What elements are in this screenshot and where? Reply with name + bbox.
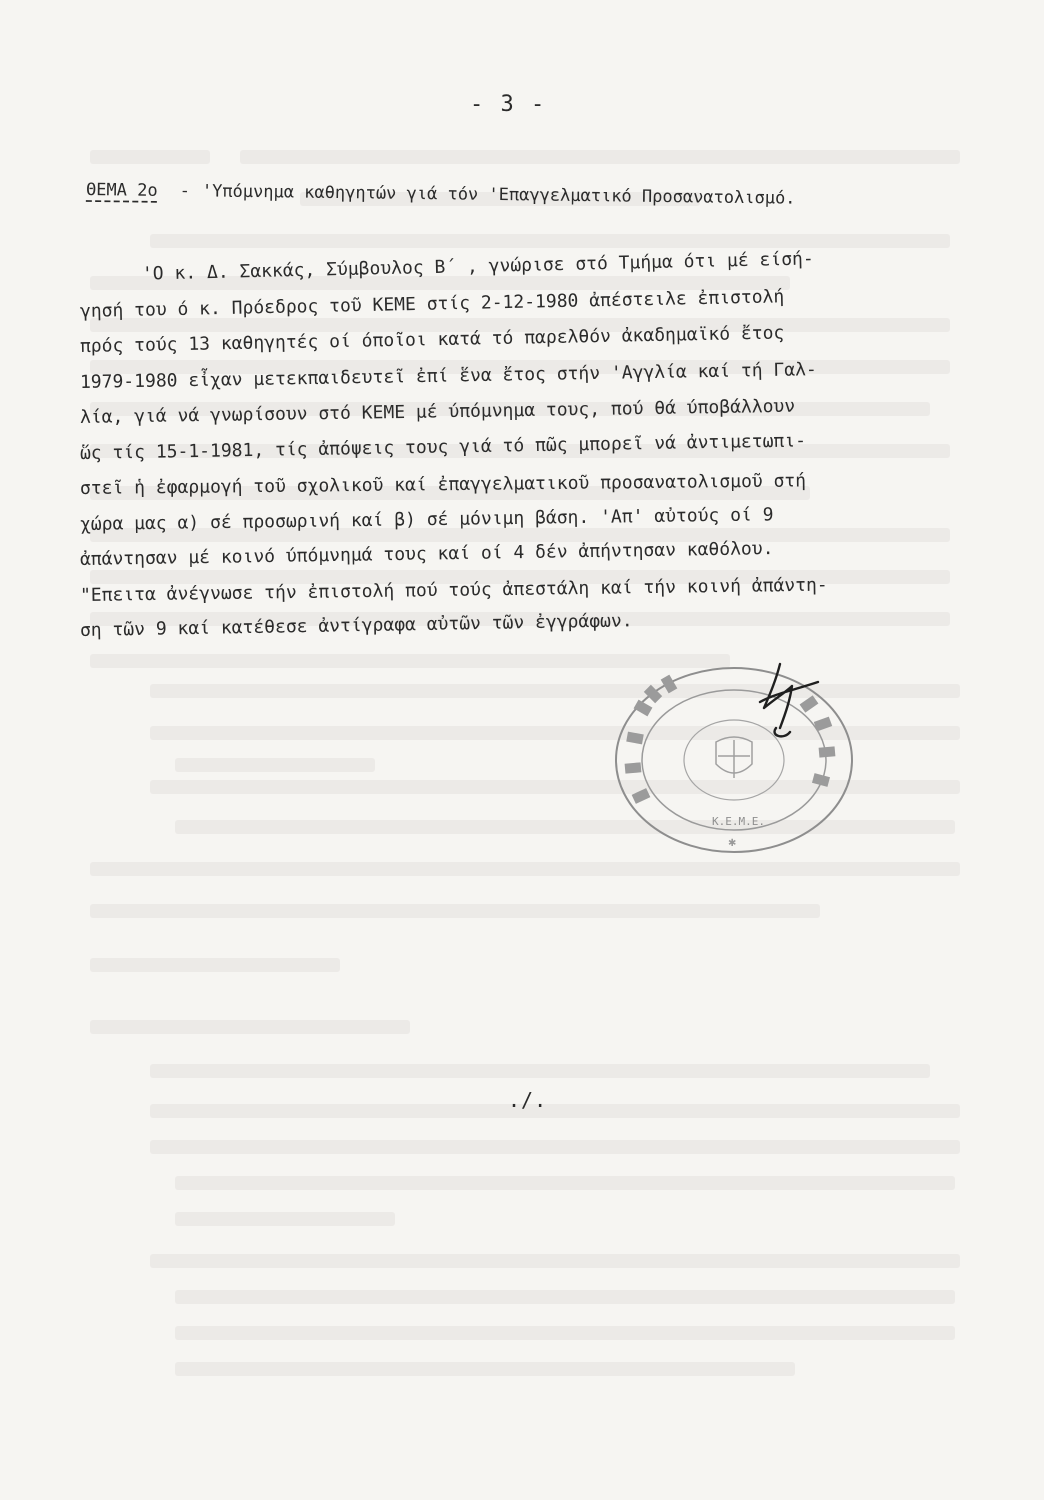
- heading-title: 'Υπόμνημα καθηγητών γιά τόν 'Επαγγελματικό Προσανατολισμό.: [201, 181, 796, 209]
- body-line: ἀπάντησαν μέ κοινό ύπόμνημά τους καί οί 4 δέν ἀπήντησαν καθόλου.: [79, 538, 774, 570]
- signature: [740, 658, 830, 748]
- body-line: χώρα μας α) σέ προσωρινή καί β) σέ μόνιμη βάση. 'Απ' αὐτούς οί 9: [79, 503, 774, 535]
- heading-dash: -: [179, 181, 191, 202]
- body-line: ὥς τίς 15-1-1981, τίς ἀπόψεις τους γιά τό πῶς μπορεῖ νά ἀντιμετωπι-: [79, 429, 807, 464]
- svg-text:✱: ✱: [728, 838, 737, 849]
- body-line: "Επειτα ἀνέγνωσε τήν ἐπιστολή πού τούς ἀπεστάλη καί τήν κοινή ἀπάντη-: [79, 574, 828, 606]
- continuation-mark: ./.: [508, 1088, 548, 1112]
- body-line: 1979-1980 εἶχαν μετεκπαιδευτεῖ ἐπί ἕνα ἔτος στήν 'Αγγλία καί τή Γαλ-: [79, 358, 817, 393]
- svg-text:Κ.Ε.Μ.Ε.: Κ.Ε.Μ.Ε.: [712, 815, 765, 828]
- page-number: - 3 -: [470, 92, 547, 117]
- body-line: ση τῶν 9 καί κατέθεσε ἀντίγραφα αὐτῶν τῶν ἐγγράφων.: [79, 610, 633, 641]
- body-line: στεῖ ἡ ἐφαρμογή τοῦ σχολικοῦ καί ἐπαγγελματικοῦ προσανατολισμοῦ στή: [79, 470, 807, 499]
- body-line: γησή του ό κ. Πρόεδρος τοῦ ΚΕΜΕ στίς 2-12-1980 ἀπέστειλε ἐπιστολή: [79, 285, 785, 322]
- body-line: 'Ο κ. Δ. Σακκάς, Σύμβουλος Β΄ , γνώρισε στό Τμήμα ότι μέ είσή-: [141, 248, 814, 285]
- section-heading: [86, 180, 796, 209]
- body-line: πρός τούς 13 καθηγητές οί όποῖοι κατά τό παρελθόν ἀκαδημαϊκό ἔτος: [79, 322, 785, 357]
- body-line: λία, γιά νά γνωρίσουν στό ΚΕΜΕ μέ ύπόμνημα τους, πού θά ύποβάλλουν: [79, 395, 796, 428]
- body-paragraph: [79, 248, 990, 649]
- heading-label: ΘΕΜΑ 2ο: [85, 180, 158, 201]
